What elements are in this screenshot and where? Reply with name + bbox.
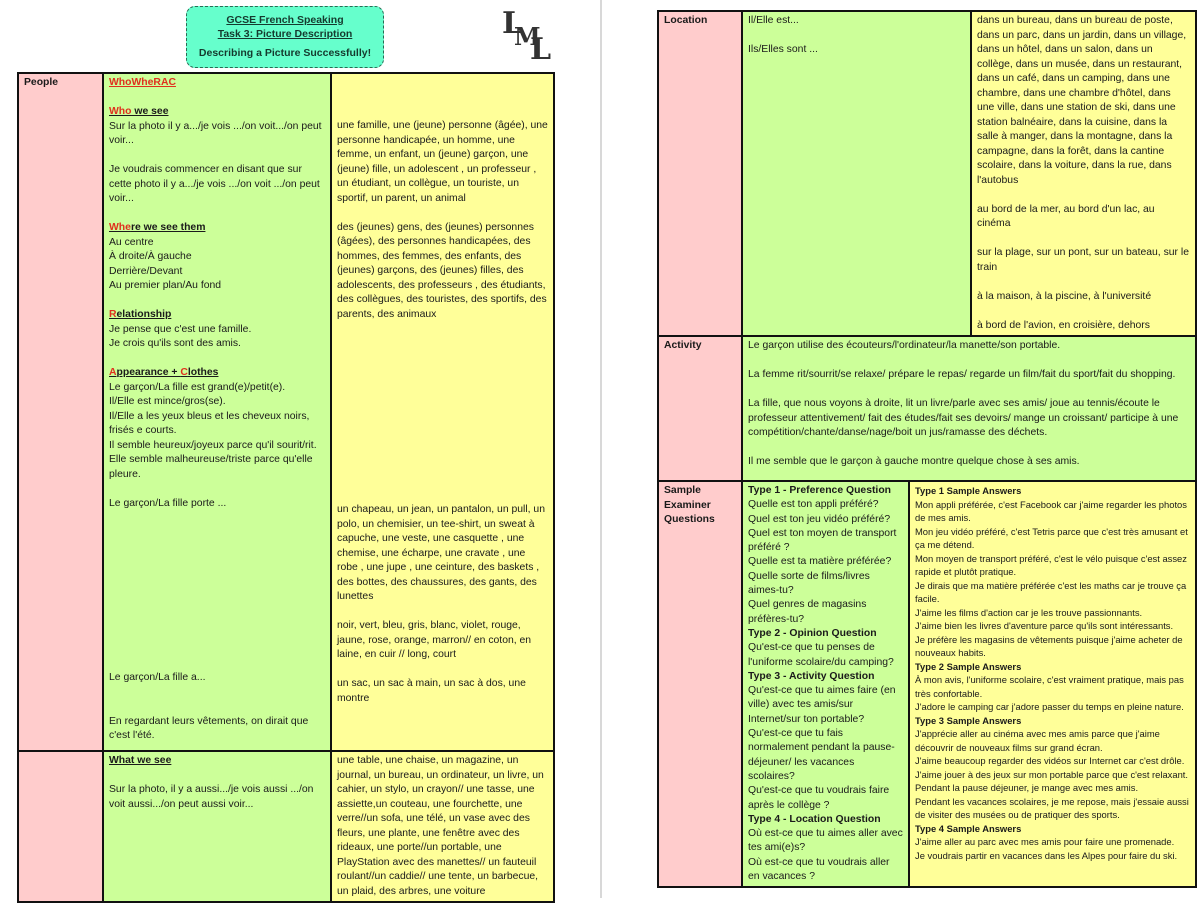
answer-item: Pendant les vacances scolaires, je me repose, mais j'essaie aussi de visiter des musées ou de pratiquer des sports.	[915, 795, 1189, 820]
row-label-questions: Sample Examiner Questions	[664, 485, 715, 525]
what-we-see-vocab-cell	[331, 751, 554, 902]
answer-item: J'aime aller au parc avec mes amis pour faire une promenade.	[915, 836, 1175, 847]
answer-item: J'adore le camping car j'adore passer du temps en pleine nature.	[915, 701, 1184, 712]
left-page-table	[17, 72, 555, 903]
question-type-heading: Type 4 - Location Question	[748, 813, 881, 825]
who-phrase-2: Je voudrais commencer en disant que sur cette photo il y a.../je vois .../on voit .../on peut voir...	[109, 164, 320, 204]
activity-line: Il me semble que le garçon à gauche montre quelque chose à ses amis.	[748, 456, 1080, 467]
wears-phrase: Le garçon/La fille porte ...	[109, 497, 227, 509]
location-vocab: dans un bureau, dans un bureau de poste, dans un parc, dans un jardin, dans un village, dans un hôtel, dans un salon, dans un collège, dans un musée, dans un restaurant, dans un café, dans un camping, dans une chambre, dans une chambre d'hôtel, dans une ville, dans une station de ski, dans une station balnéaire, dans la cuisine, dans la salle à manger, dans la montagne, dans la campagne, dans la forêt, dans la cantine scolaire, dans la voiture, dans la rue, dans l'autobus	[977, 15, 1187, 186]
row-label-location: Location	[664, 15, 708, 26]
question-item: Qu'est-ce que tu voudrais faire après le collège ?	[748, 785, 890, 811]
people-phrases-cell	[103, 73, 331, 751]
question-item: Quel est ton moyen de transport préféré ?	[748, 527, 897, 554]
mnemonic-heading: WhoWheRAC	[109, 77, 176, 88]
question-item: Quelle est ta matière préférée?	[748, 556, 892, 568]
title-line-2: Task 3: Picture Description	[217, 28, 353, 40]
answer-item: J'aime bien les livres d'aventure parce qu'ils sont intéressants.	[915, 620, 1174, 631]
question-item: Où est-ce que tu voudrais aller en vacances ?	[748, 856, 890, 883]
answer-item: Mon moyen de transport préféré, c'est le vélo puisque c'est assez rapide et plutôt pratique.	[915, 552, 1187, 577]
row-label-activity: Activity	[664, 340, 702, 351]
answer-item: Mon jeu vidéo préféré, c'est Tetris parce que c'est très amusant et ça me détend.	[915, 525, 1188, 550]
question-item: Quelle est ton appli préféré?	[748, 499, 879, 511]
what-we-see-heading: What we see	[109, 755, 172, 766]
questions-cell	[742, 481, 909, 887]
title-box	[186, 6, 384, 68]
appearance-line: Le garçon/La fille est grand(e)/petit(e).	[109, 381, 286, 393]
activity-line: La fille, que nous voyons à droite, lit un livre/parle avec ses amis/ joue au tennis/écoute le professeur attentivement/ fait des études/fait ses devoirs/ mange un croissant/ participe à une compétition/chante/danse/nage/boit un jus/ramasse des déchets.	[748, 398, 1179, 438]
page-divider	[600, 0, 602, 898]
season-phrase: En regardant leurs vêtements, on dirait que c'est l'été.	[109, 715, 309, 741]
question-item: Quelle sorte de films/livres aimes-tu?	[748, 570, 870, 597]
who-heading: Who we see	[109, 106, 169, 117]
relationship-line: Je pense que c'est une famille.	[109, 323, 252, 335]
location-vocab-cell	[971, 11, 1196, 336]
who-phrase-1: Sur la photo il y a.../je vois .../on voit.../on peut voir...	[109, 120, 322, 146]
answer-type-heading: Type 2 Sample Answers	[915, 660, 1022, 672]
where-heading: Where we see them	[109, 222, 206, 233]
what-we-see-phrases-cell	[103, 751, 331, 902]
answer-item: J'aime jouer à des jeux sur mon portable parce que c'est relaxant.	[915, 768, 1188, 780]
relationship-line: Je crois qu'ils sont des amis.	[109, 338, 241, 349]
appearance-heading: Appearance + Clothes	[109, 367, 219, 378]
row-label-people: People	[24, 77, 59, 88]
location-vocab: à la maison, à la piscine, à l'université	[977, 290, 1152, 302]
table-row-what-we-see	[18, 751, 554, 902]
table-row-activity	[658, 336, 1196, 481]
lml-logo: L M L	[502, 6, 552, 67]
activity-line: Le garçon utilise des écouteurs/l'ordinateur/la manette/son portable.	[748, 340, 1061, 351]
has-phrase: Le garçon/La fille a...	[109, 672, 206, 683]
answers-cell	[909, 481, 1196, 887]
location-phrases-cell	[742, 11, 971, 336]
question-type-heading: Type 2 - Opinion Question	[748, 627, 877, 639]
answer-item: J'aime beaucoup regarder des vidéos sur Internet car c'est drôle.	[915, 755, 1185, 766]
location-vocab: au bord de la mer, au bord d'un lac, au cinéma	[977, 203, 1155, 229]
relationship-heading: Relationship	[109, 309, 172, 320]
question-item: Qu'est-ce que tu fais normalement pendant la pause-déjeuner/ les vacances scolaires?	[748, 728, 895, 782]
table-row-location	[658, 11, 1196, 336]
what-we-see-phrase: Sur la photo, il y a aussi.../je vois aussi .../on voit aussi.../on peut aussi voir...	[109, 784, 314, 810]
clothes-vocab: un chapeau, un jean, un pantalon, un pull, un polo, un chemisier, un tee-shirt, un sweat à capuche, une veste, une casquette , une chemise, une écharpe, une cravate , une robe , une jupe , une ceinture, des baskets , des bottes, des chaussures, des gants, des lunettes	[337, 504, 545, 602]
answer-item: Je préfère les magasins de vêtements puisque j'aime acheter de nouveaux habits.	[915, 633, 1183, 658]
accessories-vocab: un sac, un sac à main, un sac à dos, une montre	[337, 678, 526, 704]
title-line-1: GCSE French Speaking	[226, 14, 344, 26]
right-page-table	[657, 10, 1197, 888]
activity-cell	[742, 336, 1196, 481]
table-row-questions	[658, 481, 1196, 887]
question-type-heading: Type 1 - Preference Question	[748, 485, 892, 496]
who-vocab: une famille, une (jeune) personne (âgée), une personne handicapée, un homme, une femme, un enfant, un (jeune) garçon, une (jeune) fille, un adolescent , un professeur , un étudiant, un collègue, un touriste, un sportif, un parent, un animal	[337, 120, 548, 204]
colours-vocab: noir, vert, bleu, gris, blanc, violet, rouge, jaune, rose, orange, marron// en coton, en laine, en cuir // long, court	[337, 620, 532, 660]
people-vocab-cell	[331, 73, 554, 751]
question-item: Quel est ton jeu vidéo préféré?	[748, 513, 891, 525]
where-line: Derrière/Devant	[109, 265, 183, 277]
location-vocab: à bord de l'avion, en croisière, dehors	[977, 319, 1150, 331]
question-item: Où est-ce que tu aimes aller avec tes ami(e)s?	[748, 828, 903, 854]
where-line: À droite/À gauche	[109, 251, 192, 262]
appearance-line: Il/Elle est mince/gros(se).	[109, 396, 226, 407]
where-line: Au centre	[109, 236, 154, 248]
answer-item: À mon avis, l'uniforme scolaire, c'est vraiment pratique, mais pas très confortable.	[915, 674, 1184, 699]
appearance-line: Il semble heureux/joyeux parce qu'il sourit/rit.	[109, 439, 317, 451]
answer-type-heading: Type 4 Sample Answers	[915, 822, 1022, 834]
answer-item: Pendant la pause déjeuner, je mange avec mes amis.	[915, 782, 1139, 793]
question-item: Qu'est-ce que tu aimes faire (en ville) avec tes amis/sur Internet/sur ton portable?	[748, 685, 896, 725]
answer-item: J'apprécie aller au cinéma avec mes amis parce que j'aime découvrir de nouveaux films sur grand écran.	[915, 728, 1160, 753]
location-phrase-2: Ils/Elles sont ...	[748, 44, 818, 55]
question-item: Qu'est-ce que tu penses de l'uniforme scolaire/du camping?	[748, 642, 894, 668]
answer-item: Je voudrais partir en vacances dans les Alpes pour faire du ski.	[915, 849, 1178, 861]
question-item: Quel genres de magasins préfères-tu?	[748, 599, 867, 625]
table-row-people	[18, 73, 554, 751]
where-vocab: des (jeunes) gens, des (jeunes) personnes (âgées), des personnes handicapées, des hommes, des femmes, des enfants, des (jeunes) garçons, des (jeunes) filles, des adolescents, des professeurs , des étudiants, des collègues, des touristes, des sportifs, des parents, des animaux	[337, 221, 547, 320]
where-line: Au premier plan/Au fond	[109, 280, 222, 291]
answer-type-heading: Type 1 Sample Answers	[915, 485, 1022, 496]
location-phrase-1: Il/Elle est...	[748, 15, 799, 26]
location-vocab: sur la plage, sur un pont, sur un bateau, sur le train	[977, 247, 1189, 273]
subtitle: Describing a Picture Successfully!	[198, 47, 372, 59]
answer-item: Je dirais que ma matière préférée c'est les maths car je trouve ça facile.	[915, 579, 1187, 604]
activity-line: La femme rit/sourrit/se relaxe/ prépare le repas/ regarde un film/fait du sport/fait du shopping.	[748, 369, 1176, 380]
objects-vocab: une table, une chaise, un magazine, un journal, un bureau, un ordinateur, un livre, un cahier, un stylo, un crayon// une tasse, une assiette,un couteau, une fourchette, une verre//un sofa, une télé, un vase avec des fleurs, une plante, une fenêtre avec des rideaux, une porte//un portable, une PlayStation avec des manettes// un fauteuil roulant//un caddie// une tente, un barbecue, un plaid, des arbres, une voiture	[337, 755, 544, 897]
appearance-line: Elle semble malheureuse/triste parce qu'elle pleure.	[109, 454, 313, 480]
appearance-line: Il/Elle a les yeux bleus et les cheveux noirs, frisés e courts.	[109, 410, 310, 436]
answer-item: J'aime les films d'action car je les trouve passionnants.	[915, 606, 1143, 618]
answer-type-heading: Type 3 Sample Answers	[915, 714, 1022, 726]
question-type-heading: Type 3 - Activity Question	[748, 670, 875, 682]
answer-item: Mon appli préférée, c'est Facebook car j'aime regarder les photos de mes amis.	[915, 498, 1187, 523]
